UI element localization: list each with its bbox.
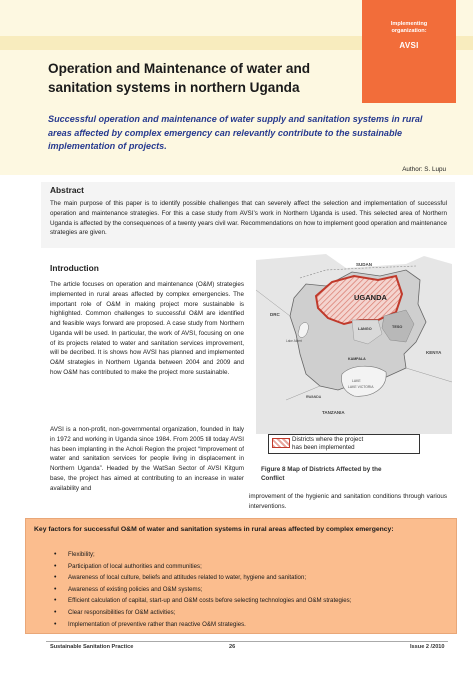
key-factors-box	[25, 518, 457, 634]
intro-paragraph-2: AVSI is a non-profit, non-governmental organization, founded in Italy in 1972 and working in Uganda since 1984. From 2005 till today AVSI has been implanting in the Acholi Region the project “Improvement of water and sanitation services for people living in displacement in Northern Uganda”. Headed by the WatSan Sector of AVSI Kitgum base, the project has aimed at contributing to an increase in water availability and	[50, 426, 244, 492]
footer-issue: Issue 2 /2010	[410, 644, 445, 650]
map-label-kenya: KENYA	[426, 350, 442, 355]
lead-paragraph: Successful operation and maintenance of water supply and sanitation systems in rural areas affected by complex emergency can relevantly contribute to the sustainable implementation of projects.	[48, 114, 423, 152]
list-item: • Implementation of preventive rather than reactive O&M strategies.	[54, 619, 351, 631]
map-label-kampala: KAMPALA	[348, 357, 366, 361]
figure-caption: Figure 8 Map of Districts Affected by the Conflict	[261, 466, 382, 483]
map-label-drc: DRC	[270, 312, 280, 317]
abstract-heading: Abstract	[50, 185, 84, 195]
map-label-lake-victoria: LAKE VICTORIA	[348, 385, 374, 389]
footer-publication: Sustainable Sanitation Practice	[50, 644, 134, 650]
legend-swatch	[272, 438, 290, 448]
org-label: Implementing organization:	[390, 21, 428, 34]
abstract-text: The main purpose of this paper is to identify possible challenges that can severely affect the selection and implementation of successful operation and maintenance strategies. For this a case study from AVSI’s work in Northern Uganda is used. This selected area of Northern Uganda is affected by the consequences of a twenty years civil war. Recommendations on how to implement good operation and maintenance strategies are given.	[50, 200, 447, 237]
intro-paragraph-1: The article focuses on operation and maintenance (O&M) strategies implemented in rural areas affected by complex emergencies. The important role of O&M in making project more sustainable is highlighted. Common challenges to successful O&M are identified and feasible ways forward are proposed. A case study from Northern Uganda will be used. In particular, the work of AVSI, focusing on one of its projects related to water and sanitation services improvement, will be decribed. It is shows how AVSI has planned and implemented O&M strategies in Northern Uganda between 2004 and 2009 and how O&M has contributed to make the project more sustainable.	[50, 281, 244, 376]
map-label-lango: LANGO	[358, 327, 372, 331]
map-label-tanzania: TANZANIA	[322, 410, 345, 415]
map-label-lake: LAKE	[352, 379, 361, 383]
intro-paragraph-3: improvement of the hygienic and sanitation conditions through various interventions.	[249, 493, 447, 510]
list-item: • Clear responsibilities for O&M activities;	[54, 607, 351, 619]
map-label-rwanda: RWANDA	[306, 395, 322, 399]
uganda-map	[256, 250, 452, 434]
map-label-uganda: UGANDA	[354, 293, 387, 302]
implementing-organization-box	[362, 0, 456, 103]
map-legend	[268, 434, 420, 454]
map-label-lake-albert: Lake Albert	[286, 339, 302, 343]
key-factors-list	[54, 549, 351, 630]
list-item: • Flexibility;	[54, 549, 351, 561]
list-item: • Efficient calculation of capital, start-up and O&M costs before selecting technologies and O&M strategies;	[54, 595, 351, 607]
introduction-heading: Introduction	[50, 263, 99, 273]
org-name: AVSI	[399, 40, 419, 50]
map-label-sudan: SUDAN	[356, 262, 373, 267]
footer-page-number: 26	[229, 644, 236, 650]
article-title: Operation and Maintenance of water and sanitation systems in northern Uganda	[48, 61, 311, 95]
map-label-teso: TESO	[392, 325, 403, 329]
author-line: Author: S. Lupu	[402, 166, 446, 173]
legend-text: Districts where the project has been implemented	[292, 436, 364, 452]
footer-divider	[46, 641, 448, 642]
list-item: • Participation of local authorities and communities;	[54, 561, 351, 573]
list-item: • Awareness of local culture, beliefs and attitudes related to water, hygiene and sanitation;	[54, 572, 351, 584]
key-factors-heading: Key factors for successful O&M of water and sanitation systems in rural areas affected by complex emergency:	[34, 526, 394, 533]
list-item: • Awareness of existing policies and O&M systems;	[54, 584, 351, 596]
